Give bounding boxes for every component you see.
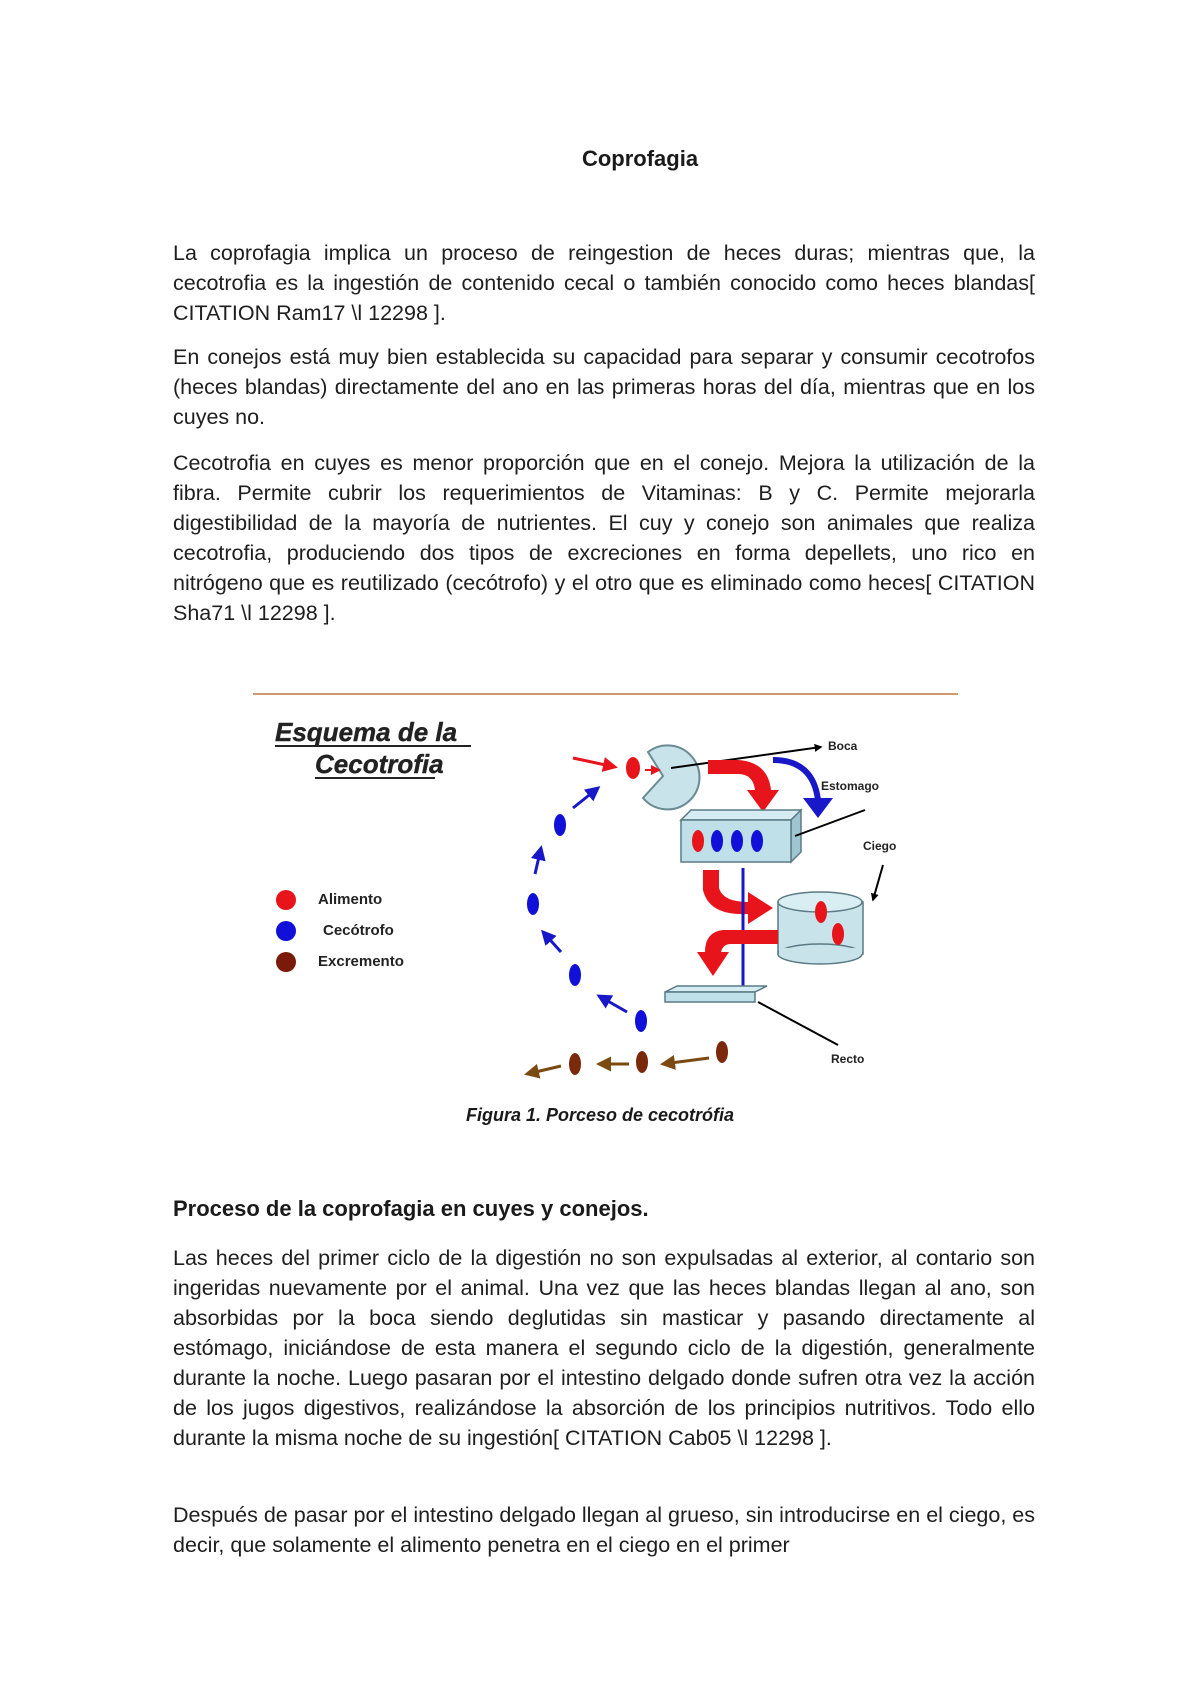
page-title: Coprofagia (581, 146, 699, 171)
diagram-svg (253, 690, 958, 1085)
label-estomago: Estomago (821, 779, 880, 793)
red-flow-arrow-3 (697, 930, 778, 976)
diagram-title-line2: Cecotrofia (315, 749, 444, 779)
legend-dot-excremento (276, 952, 296, 972)
legend-label-alimento: Alimento (318, 891, 383, 908)
label-ciego: Ciego (863, 839, 897, 853)
section2-paragraph-2: Después de pasar por el intestino delgado llegan al grueso, sin introducirse en el ciego, es decir, que solamente el alimento penetra en el ciego en el primer (173, 1503, 1035, 1557)
red-flow-arrow-1 (708, 760, 779, 812)
label-boca: Boca (828, 739, 858, 753)
legend-label-excremento: Excremento (318, 953, 404, 970)
cecotrofia-diagram (253, 690, 958, 1085)
paragraph-1: La coprofagia implica un proceso de reingestion de heces duras; mientras que, la cecotrofia es la ingestión de contenido cecal o también conocido como heces blandas[ CITATION Ram17 \l 12298 ]. (173, 241, 1035, 325)
red-flow-arrow-2 (703, 870, 773, 924)
recto-plate (665, 986, 767, 1002)
legend-dot-cecotrofo (276, 921, 296, 941)
section-heading: Proceso de la coprofagia en cuyes y conejos. (173, 1196, 649, 1221)
cecotrofo-loop (527, 788, 647, 1032)
excremento-row (527, 1041, 728, 1075)
ciego-cylinder (778, 892, 863, 964)
paragraph-3: Cecotrofia en cuyes es menor proporción que en el conejo. Mejora la utilización de la fibra. Permite cubrir los requerimientos de Vitaminas: B y C. Permite mejorarla digestibilidad de la mayoría de nutrientes. El cuy y conejo son animales que realiza cecotrofia, produciendo dos tipos de excreciones en forma depellets, uno rico en nitrógeno que es reutilizado (cecótrofo) y el otro que es eliminado como heces[ CITATION Sha71 \l 12298 ]. (173, 451, 1035, 625)
stomach-box (681, 810, 801, 862)
paragraph-2: En conejos está muy bien establecida su capacidad para separar y consumir cecotrofos (heces blandas) directamente del ano en las primeras horas del día, mientras que en los cuyes no. (173, 345, 1035, 429)
legend-dot-alimento (276, 890, 296, 910)
diagram-title-line1: Esquema de la (275, 717, 458, 747)
label-recto: Recto (831, 1052, 865, 1066)
diagram-legend (276, 890, 404, 972)
figure-caption: Figura 1. Porceso de cecotrófia (465, 1105, 735, 1125)
mouth-shape (643, 745, 699, 809)
section2-paragraph-1: Las heces del primer ciclo de la digestión no son expulsadas al exterior, al contario son ingeridas nuevamente por el animal. Una vez que las heces blandas llegan al ano, son absorbidas por la boca siendo deglutidas sin masticar y pasando directamente al estómago, iniciándose de esta manera el segundo ciclo de la digestión, generalmente durante la noche. Luego pasaran por el intestino delgado donde sufren otra vez la acción de los jugos digestivos, realizándose la absorción de los principios nutritivos. Todo ello durante la misma noche de su ingestión[ CITATION Cab05 \l 12298 ]. (173, 1246, 1035, 1450)
legend-label-cecotrofo: Cecótrofo (323, 922, 394, 939)
food-pellet (626, 757, 640, 779)
